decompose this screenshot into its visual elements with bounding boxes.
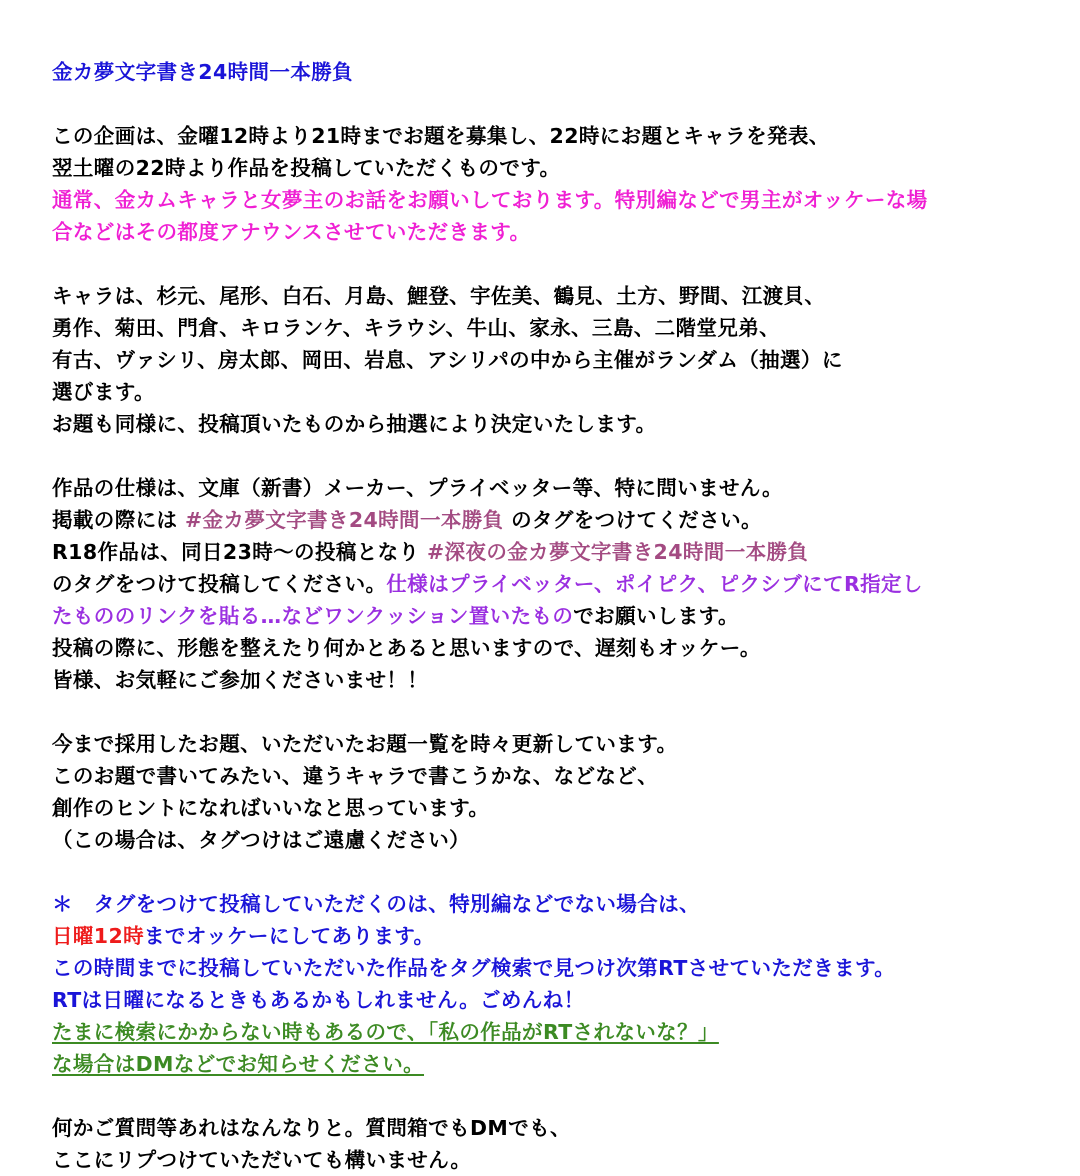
r18-line	[52, 568, 1052, 600]
deadline-line: RTは日曜になるときもあるかもしれません。ごめんね！	[52, 988, 585, 1012]
tag-line	[52, 504, 1052, 536]
deadline-line	[52, 920, 1052, 952]
r18-line	[52, 600, 1052, 632]
spec-line: 皆様、お気軽にご参加くださいませ！！	[52, 668, 429, 692]
intro-section	[52, 120, 1052, 248]
spacer	[52, 856, 1052, 888]
r18-hashtag: #深夜の金カ夢文字書き24時間一本勝負	[426, 540, 809, 564]
characters-line: 選びます。	[52, 380, 155, 404]
spec-line: 作品の仕様は、文庫（新書）メーカー、プライベッター等、特に問いません。	[52, 476, 783, 500]
deadline-text: までオッケーにしてあります。	[144, 924, 435, 948]
topics-line: （この場合は、タグつけはご遠慮ください）	[52, 828, 470, 852]
r18-highlight: たもののリンクを貼る…などワンクッション置いたもの	[52, 604, 574, 628]
r18-highlight: 仕様はプライベッター、ポイピク、ピクシブにてR指定し	[386, 572, 923, 596]
deadline-underlined-line	[52, 1016, 1052, 1048]
hashtag: #金カ夢文字書き24時間一本勝負	[184, 508, 504, 532]
contact-line: 何かご質問等あれはなんなりと。質問箱でもDMでも、	[52, 1116, 571, 1140]
contact-line: ここにリプつけていただいても構いません。	[52, 1148, 472, 1172]
topics-line: 創作のヒントになればいいなと思っています。	[52, 796, 490, 820]
characters-line: キャラは、杉元、尾形、白石、月島、鯉登、宇佐美、鶴見、土方、野間、江渡貝、	[52, 284, 826, 308]
document-body	[52, 56, 1052, 1176]
tag-prefix: 掲載の際には	[52, 508, 185, 532]
r18-text: でお願いします。	[573, 604, 739, 628]
underlined-text: たまに検索にかからない時もあるので、「私の作品がRTされないな？」	[52, 1020, 719, 1044]
underlined-text: な場合はDMなどでお知らせください。	[52, 1052, 425, 1076]
spacer	[52, 1080, 1052, 1112]
r18-line	[52, 536, 1052, 568]
topics-line: 今まで採用したお題、いただいたお題一覧を時々更新しています。	[52, 732, 678, 756]
spacer	[52, 248, 1052, 280]
characters-section	[52, 280, 1052, 440]
intro-note-line: 合などはその都度アナウンスさせていただきます。	[52, 220, 531, 244]
deadline-line: この時間までに投稿していただいた作品をタグ検索で見つけ次第RTさせていただきます。	[52, 956, 896, 980]
characters-line: お題も同様に、投稿頂いたものから抽選により決定いたします。	[52, 412, 657, 436]
intro-note-line: 通常、金カムキャラと女夢主のお話をお願いしております。特別編などで男主がオッケーな場	[52, 188, 928, 212]
deadline-line: ＊ タグをつけて投稿していただくのは、特別編などでない場合は、	[52, 892, 700, 916]
topics-section	[52, 728, 1052, 856]
r18-prefix: R18作品は、同日23時〜の投稿となり	[52, 540, 427, 564]
characters-line: 勇作、菊田、門倉、キロランケ、キラウシ、牛山、家永、三島、二階堂兄弟、	[52, 316, 781, 340]
characters-line: 有古、ヴァシリ、房太郎、岡田、岩息、アシリパの中から主催がランダム（抽選）に	[52, 348, 843, 372]
page-title: 金カ夢文字書き24時間一本勝負	[52, 60, 354, 84]
spacer	[52, 88, 1052, 120]
intro-line: この企画は、金曜12時より21時までお題を募集し、22時にお題とキャラを発表、	[52, 124, 830, 148]
deadline-underlined-line	[52, 1048, 1052, 1080]
deadline-highlight: 日曜12時	[52, 924, 145, 948]
r18-text: のタグをつけて投稿してください。	[52, 572, 387, 596]
contact-section	[52, 1112, 1052, 1176]
topics-line: このお題で書いてみたい、違うキャラで書こうかな、などなど、	[52, 764, 659, 788]
spec-section	[52, 472, 1052, 696]
deadline-section	[52, 888, 1052, 1080]
spacer	[52, 440, 1052, 472]
spacer	[52, 696, 1052, 728]
spec-line: 投稿の際に、形態を整えたり何かとあると思いますので、遅刻もオッケー。	[52, 636, 761, 660]
intro-line: 翌土曜の22時より作品を投稿していただくものです。	[52, 156, 561, 180]
tag-suffix: のタグをつけてください。	[503, 508, 762, 532]
